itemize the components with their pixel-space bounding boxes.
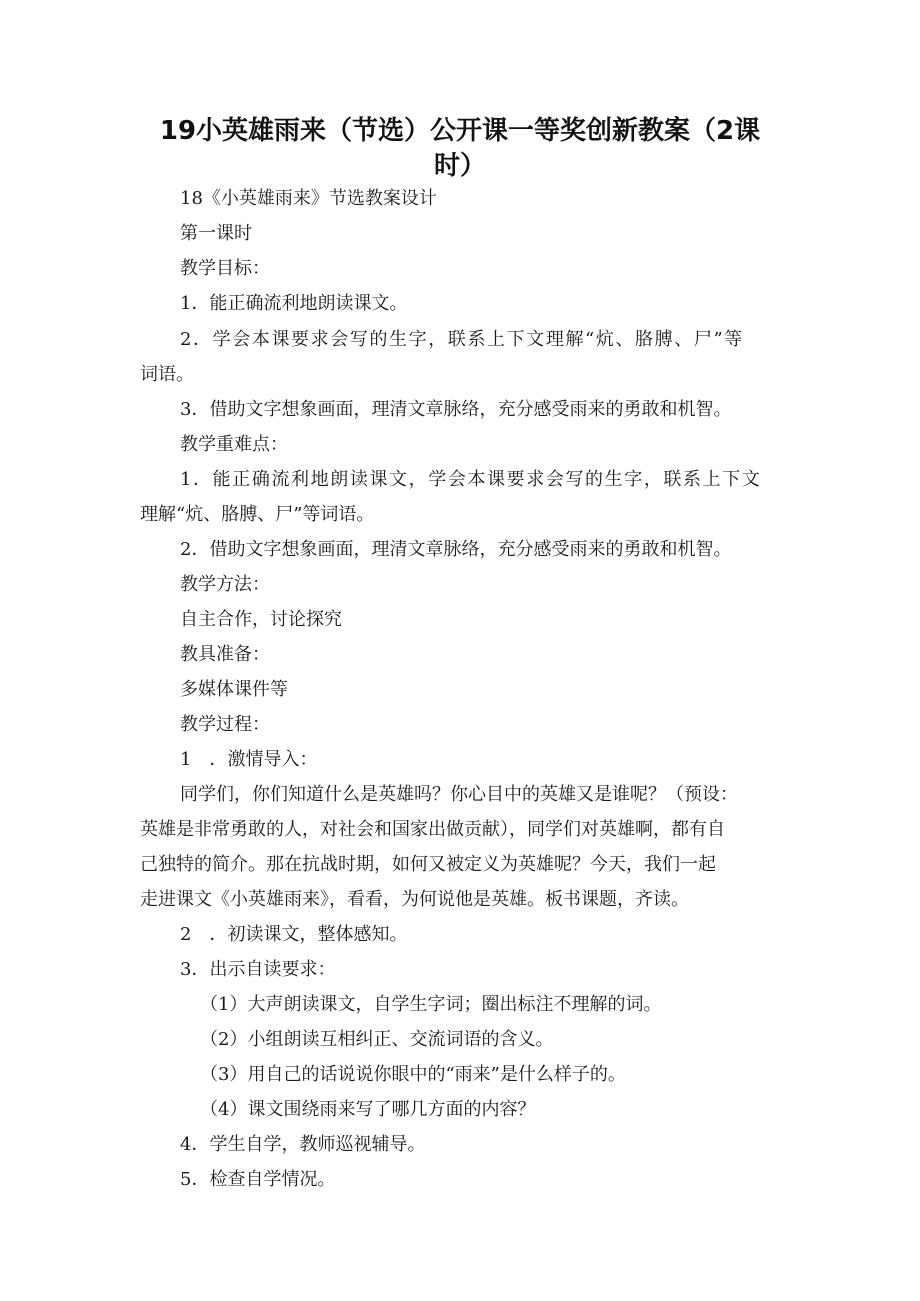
step-1: 1 ．激情导入： xyxy=(180,749,318,770)
intro-paragraph-line-1: 同学们，你们知道什么是英雄吗？你心目中的英雄又是谁呢？（预设： xyxy=(180,784,738,805)
step-2: 2 ．初读课文，整体感知。 xyxy=(180,924,408,945)
intro-paragraph-line-2: 英雄是非常勇敢的人，对社会和国家出做贡献），同学们对英雄啊，都有自 xyxy=(140,819,725,840)
document-title-line-1: 19小英雄雨来（节选）公开课一等奖创新教案（2课 xyxy=(159,116,761,146)
intro-paragraph-line-4: 走进课文《小英雄雨来》，看看，为何说他是英雄。板书课题，齐读。 xyxy=(140,889,689,910)
step-5: 5．检查自学情况。 xyxy=(180,1169,336,1190)
keypoint-1-line-2: 理解“炕、胳膊、尸”等词语。 xyxy=(140,504,375,525)
objective-2-line-2: 词语。 xyxy=(140,364,194,385)
objective-1: 1．能正确流利地朗读课文。 xyxy=(180,293,408,314)
methods-text: 自主合作，讨论探究 xyxy=(180,609,342,630)
keypoints-heading: 教学重难点： xyxy=(180,434,288,455)
step-3: 3．出示自读要求： xyxy=(180,959,336,980)
objective-3: 3．借助文字想象画面，理清文章脉络，充分感受雨来的勇敢和机智。 xyxy=(180,399,732,420)
reading-requirement-2: （2）小组朗读互相纠正、交流词语的含义。 xyxy=(200,1029,554,1050)
keypoint-1-line-1: 1．能正确流利地朗读课文，学会本课要求会写的生字，联系上下文 xyxy=(180,469,762,490)
process-heading: 教学过程： xyxy=(180,714,270,735)
tools-text: 多媒体课件等 xyxy=(180,679,288,700)
lesson-plan-subtitle: 18《小英雄雨来》节选教案设计 xyxy=(180,188,437,209)
keypoint-2: 2．借助文字想象画面，理清文章脉络，充分感受雨来的勇敢和机智。 xyxy=(180,539,732,560)
reading-requirement-3: （3）用自己的话说说你眼中的“雨来”是什么样子的。 xyxy=(200,1064,626,1085)
intro-paragraph-line-3: 己独特的简介。那在抗战时期，如何又被定义为英雄呢？今天，我们一起 xyxy=(140,854,716,875)
step-4: 4．学生自学，教师巡视辅导。 xyxy=(180,1134,426,1155)
lesson-label: 第一课时 xyxy=(180,223,252,244)
methods-heading: 教学方法： xyxy=(180,574,270,595)
objectives-heading: 教学目标： xyxy=(180,258,270,279)
document-title-line-2: 时） xyxy=(433,151,486,181)
tools-heading: 教具准备： xyxy=(180,644,270,665)
reading-requirement-4: （4）课文围绕雨来写了哪几方面的内容？ xyxy=(200,1099,536,1120)
reading-requirement-1: （1）大声朗读课文，自学生字词；圈出标注不理解的词。 xyxy=(200,994,662,1015)
objective-2-line-1: 2．学会本课要求会写的生字，联系上下文理解“炕、胳膊、尸”等 xyxy=(180,329,744,350)
